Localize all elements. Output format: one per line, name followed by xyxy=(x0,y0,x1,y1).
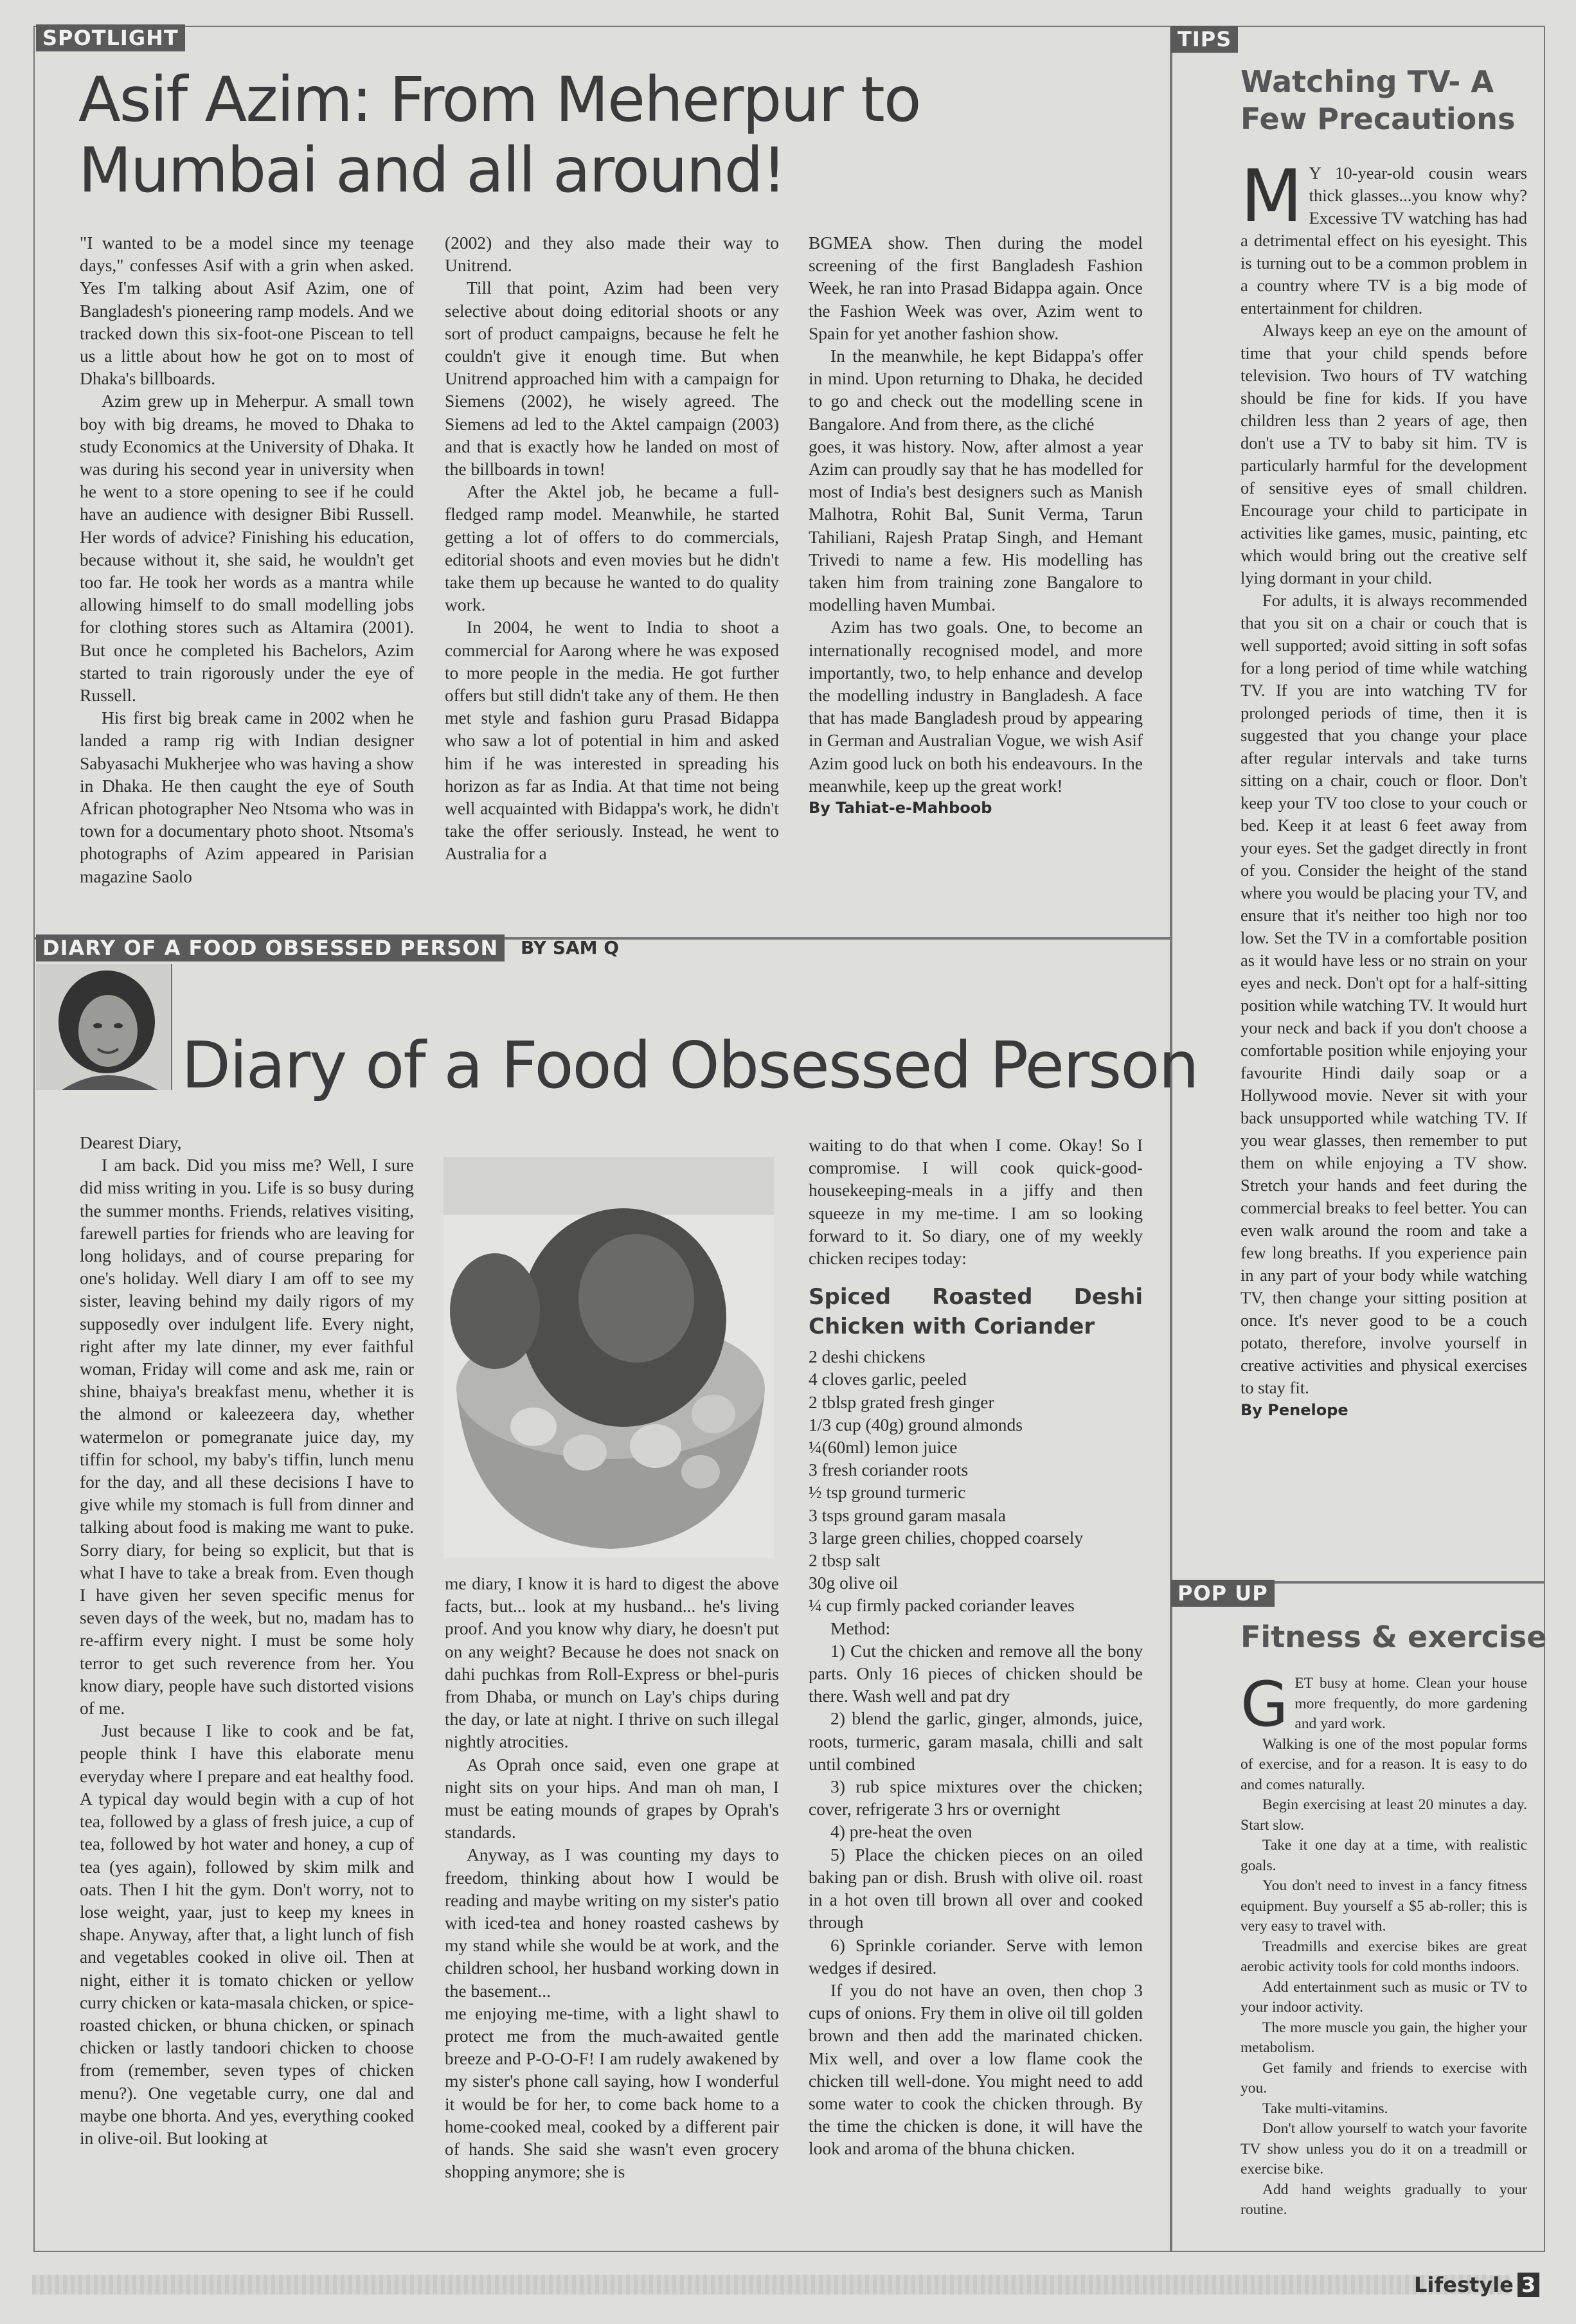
paragraph: Azim grew up in Meherpur. A small town boy with big dreams, he moved to Dhaka to study Economics at the University of Dhaka. It was during his second year in university when he went to a store opening to see if he could have an audience with designer Bibi Russell. Her words of advice? Finishing his education, because without it, she said, he wouldn't get too far. He took her words as a mantra while allowing himself to do small modelling jobs for clothing stores such as Altamira (2001). But once he completed his Bachelors, Azim started to train rigorously under the eye of Russell. xyxy=(80,391,414,706)
paragraph: me enjoying me-time, with a light shawl to protect me from the much-awaited gentle breeze and P-O-O-F! I am rudely awakened by my sister's phone call saying, how I wonderful it would be for her, to come back home to a home-cooked meal, cooked by a different pair of hands. She said she wasn't even grocery shopping anymore; she is xyxy=(445,2003,779,2182)
paragraph: After the Aktel job, he became a full-fledged ramp model. Meanwhile, he started getting a lot of offers to do commercials, editorial shoots and even movies but he didn't take them up because he wanted to do quality work. xyxy=(445,481,779,615)
spotlight-tag: SPOTLIGHT xyxy=(36,24,185,51)
byline: By Tahiat-e-Mahboob xyxy=(809,799,992,818)
paragraph: As Oprah once said, even one grape at night sits on your hips. And man oh man, I must be eating mounds of grapes by Oprah's standards. xyxy=(445,1754,779,1843)
ingredient: ¼(60ml) lemon juice xyxy=(809,1437,958,1458)
spotlight-column-1 xyxy=(80,231,414,888)
ingredient: 4 cloves garlic, peeled xyxy=(809,1369,967,1390)
popup-column xyxy=(1240,1668,1527,2221)
diary-column-3 xyxy=(809,1134,1143,2160)
paragraph: You don't need to invest in a fancy fitness equipment. Buy yourself a $5 ab-roller; this is very easy to travel with. xyxy=(1240,1877,1527,1935)
paragraph: Anyway, as I was counting my days to freedom, thinking about how I would be reading and maybe writing on my sister's patio with iced-tea and honey roasted cashews by my stand while she would be at work, and the children school, her husband working down in the basement... xyxy=(445,1845,779,2001)
popup-title: Fitness & exercise xyxy=(1240,1620,1547,1654)
paragraph: Get family and friends to exercise with you. xyxy=(1240,2059,1527,2096)
paragraph: "I wanted to be a model since my teenage days," confesses Asif with a grin when asked. Yes I'm talking about Asif Azim, one of Bangladesh's pioneering ramp models. And we tracked down this six-foot-one Piscean to tell us a little about how he got on to most of Dhaka's billboards. xyxy=(80,233,414,389)
ingredient: 3 fresh coriander roots xyxy=(809,1460,969,1480)
paragraph: Add entertainment such as music or TV to your indoor activity. xyxy=(1240,1978,1527,2016)
paragraph: Till that point, Azim had been very selective about doing editorial shoots or any sort of product campaigns, because he felt he couldn't give it enough time. But when Unitrend approached him with a campaign for Siemens (2002), he wisely agreed. The Siemens ad led to the Aktel campaign (2003) and that is exactly how he landed on most of the billboards in town! xyxy=(445,278,779,479)
drop-cap: M xyxy=(1240,155,1303,238)
paragraph: Take it one day at a time, with realistic goals. xyxy=(1240,1837,1527,1874)
headline-line-1: Asif Azim: From Meherpur to xyxy=(78,64,920,136)
diary-tag: DIARY OF A FOOD OBSESSED PERSON xyxy=(36,934,505,961)
paragraph: me diary, I know it is hard to digest the above facts, but... look at my husband... he's living proof. And you know why diary, he doesn't put on any weight? Because he does not snack on dahi puchkas from Roll-Express or bhel-puris from Dhaba, or munch on Lay's chips during the day, or late at night. I thrive on such illegal nightly atrocities. xyxy=(445,1573,779,1752)
author-photo xyxy=(36,964,172,1090)
diary-column-2 xyxy=(445,1572,779,2183)
ingredient: 2 tblsp grated fresh ginger xyxy=(809,1391,994,1412)
paragraph: BGMEA show. Then during the model screening of the first Bangladesh Fashion Week, he ran into Prasad Bidappa again. Once the Fashion Week was over, Azim went to Spain for yet another fashion show. xyxy=(809,233,1143,343)
paragraph: The more muscle you gain, the higher your metabolism. xyxy=(1240,2019,1527,2056)
paragraph: Azim has two goals. One, to become an internationally recognised model, and more importantly, two, to help enhance and develop the modelling industry in Bangladesh. A face that has made Bangladesh proud by appearing in German and Australian Vogue, we wish Asif Azim good luck on both his endeavours. In the meanwhile, keep up the great work! xyxy=(809,617,1143,796)
tips-tag: TIPS xyxy=(1171,26,1238,53)
spotlight-column-2 xyxy=(445,231,779,865)
method-step: 1) Cut the chicken and remove all the bony parts. Only 16 pieces of chicken should be there. Wash well and pat dry xyxy=(809,1640,1143,1706)
paragraph: In the meanwhile, he kept Bidappa's offer in mind. Upon returning to Dhaka, he decided to go and check out the modelling scene in Bangalore. And from there, as the cliché xyxy=(809,346,1143,434)
tips-column xyxy=(1240,155,1527,1422)
paragraph: (2002) and they also made their way to Unitrend. xyxy=(445,233,779,276)
method-step: If you do not have an oven, then chop 3 cups of onions. Fry them in olive oil till golden brown and then add the marinated chicken. Mix well, and over a low flame cook the chicken till well-done. You might need to add some water to cook the chicken through. By the time the chicken is done, it will have the look and aroma of the bhuna chicken. xyxy=(809,1980,1143,2159)
method-label: Method: xyxy=(830,1618,891,1638)
spotlight-headline xyxy=(78,64,1139,206)
popup-tag: POP UP xyxy=(1171,1580,1275,1607)
method-step: 5) Place the chicken pieces on an oiled baking pan or dish. Brush with olive oil. roast in a hot oven till brown all over and cooked through xyxy=(809,1844,1143,1933)
page-number: 3 xyxy=(1518,2273,1539,2297)
paragraph: waiting to do that when I come. Okay! So I compromise. I will cook quick-good-housekeeping-meals in a jiffy and then squeeze in my me-time. I am so looking forward to it. So diary, one of my weekly chicken recipes today: xyxy=(809,1135,1143,1269)
roast-chicken-icon xyxy=(443,1157,774,1558)
paragraph: Just because I like to cook and be fat, people think I have this elaborate menu everyday where I prepare and eat healthy food. A typical day would begin with a cup of hot tea, followed by a glass of fresh juice, a cup of tea, followed by hot water and honey, a cup of tea (yes again), followed by skim milk and oats. Then I hit the gym. Don't worry, not to lose weight, yaar, just to keep my knees in shape. Anyway, after that, a light lunch of fish and vegetables cooked in olive oil. Then at night, either it is tomato chicken or yellow curry chicken or kata-masala chicken, or spice-roasted chicken, or bhuna chicken, or spinach chicken or lastly tandoori chicken to choose from (remember, seven types of chicken menu?). One vegetable curry, one dal and maybe one bhorta. And yes, everything cooked in olive-oil. But looking at xyxy=(80,1721,414,2148)
ingredient: 2 tbsp salt xyxy=(809,1550,881,1571)
paragraph: Take multi-vitamins. xyxy=(1262,2100,1388,2117)
paragraph: ET busy at home. Clean your house more frequently, do more gardening and yard work. xyxy=(1294,1675,1527,1732)
method-step: 4) pre-heat the oven xyxy=(830,1821,972,1842)
paragraph: Don't allow yourself to watch your favorite TV show unless you do it on a treadmill or exercise bike. xyxy=(1240,2120,1527,2177)
ingredient: 2 deshi chickens xyxy=(809,1346,926,1367)
page-footer xyxy=(1414,2273,1539,2297)
paragraph: Begin exercising at least 20 minutes a day. Start slow. xyxy=(1240,1796,1527,1834)
drop-cap: G xyxy=(1240,1668,1289,1740)
ingredient: 30g olive oil xyxy=(809,1573,899,1593)
section-name: Lifestyle xyxy=(1414,2273,1514,2297)
ingredient: ½ tsp ground turmeric xyxy=(809,1482,966,1503)
method-step: 2) blend the garlic, ginger, almonds, juice, roots, turmeric, garam masala, chilli and salt until combined xyxy=(809,1708,1143,1774)
paragraph: His first big break came in 2002 when he landed a ramp rig with Indian designer Sabyasachi Mukherjee who was having a show in Dhaka. He then caught the eye of South African photographer Neo Ntsoma who was in town for a documentary photo shoot. Ntsoma's photographs of Azim appeared in Parisian magazine Saolo xyxy=(80,708,414,886)
paragraph: Walking is one of the most popular forms of exercise, and for a reason. It is easy to do and comes naturally. xyxy=(1240,1735,1527,1793)
paragraph: Treadmills and exercise bikes are great aerobic activity tools for cold months indoors. xyxy=(1240,1938,1527,1975)
spotlight-column-3 xyxy=(809,231,1143,819)
tips-title: Watching TV- A Few Precautions xyxy=(1240,64,1516,136)
diary-byline-tag: BY SAM Q xyxy=(521,937,620,958)
paragraph: In 2004, he went to India to shoot a commercial for Aarong where he was exposed to more people in the media. He got further offers but still didn't take any of them. He then met style and fashion guru Prasad Bidappa who saw a lot of potential in him and asked him if he was interested in spreading his horizon as far as India. At that time not being well acquainted with Bidappa's work, he didn't take the offer seriously. Instead, he went to Australia for a xyxy=(445,617,779,864)
ingredient: 3 tsps ground garam masala xyxy=(809,1505,1007,1525)
roast-chicken-photo xyxy=(443,1157,774,1558)
paragraph: I am back. Did you miss me? Well, I sure did miss writing in you. Life is so busy during the summer months. Friends, relatives visiting, farewell parties for friends who are leaving for long holidays, and of course preparing for one's holiday. Well diary I am off to see my sister, leaving behind my daily rigors of my supposedly over indulgent life. Every night, right after my late dinner, my ever faithful woman, Friday will come and ask me, rain or shine, bhaiya's breakfast menu, whether it is the almond or kaleezeera day, whether watermelon or pomegranate juice day, my tiffin for school, my baby's tiffin, lunch menu for the day, and all these decisions I have to give while my stomach is full from dinner and talking about food is making me want to puke. Sorry diary, for being so explicit, but that is what I have to take a break from. Even though I have given her seven specific menus for seven days of the week, but no, madam has to re-affirm every night. I must be some holy terror to get such reverence from her. You know diary, people have such distorted visions of me. xyxy=(80,1155,414,1719)
diary-column-1 xyxy=(80,1131,414,2149)
paragraph: For adults, it is always recommended that you sit on a chair or couch that is well supported; avoid sitting in soft sofas for a long period of time while watching TV. If you are into watching TV for prolonged periods of time, then it is suggested that you change your place after regular intervals and take turns sitting on a chair, couch or floor. Don't keep your TV too close to your couch or bed. Keep it at least 6 feet away from your eyes. Set the gadget directly in front of you. Consider the height of the stand where you would be placing your TV, and ensure that it's neither too high nor too low. Set the TV in a comfortable position as it would have less or no strain on your eyes and neck. Don't opt for a half-sitting position while watching TV. It would hurt your neck and back if you don't choose a comfortable position while enjoying your favourite Hindi daily soap or a Hollywood movie. Never sit with your back unsupported while watching TV. If you wear glasses, then remember to put them on while enjoying a TV show. Stretch your hands and feet during the commercial breaks to feel better. You can even walk around the room and take a few long breaths. If you experience pain in any part of your body while watching TV, then change your sitting position at once. It's never good to be a couch potato, therefore, involve yourself in creative activities and physical exercises to stay fit. xyxy=(1240,591,1527,1397)
author-portrait-icon xyxy=(36,964,171,1090)
paragraph: goes, it was history. Now, after almost a year Azim can proudly say that he has modelled for most of India's best designers such as Manish Malhotra, Rohit Bal, Sunit Verma, Tarun Tahiliani, Rajesh Pratap Singh, and Hemant Trivedi to name a few. His modelling has taken him from training zone Bangalore to modelling haven Mumbai. xyxy=(809,436,1143,615)
method-step: 6) Sprinkle coriander. Serve with lemon wedges if desired. xyxy=(809,1935,1143,1978)
ingredient: 3 large green chilies, chopped coarsely xyxy=(809,1527,1084,1548)
headline-line-2: Mumbai and all around! xyxy=(78,134,785,207)
ingredient: 1/3 cup (40g) ground almonds xyxy=(809,1414,1023,1435)
byline: By Penelope xyxy=(1240,1401,1348,1419)
diary-headline: Diary of a Food Obsessed Person xyxy=(181,1028,1198,1103)
ingredient: ¼ cup firmly packed coriander leaves xyxy=(809,1595,1075,1616)
paragraph: Always keep an eye on the amount of time that your child spends before television. Two hours of TV watching should be fine for kids. If you have children less than 2 years of age, then don't use a TV to baby sit him. TV is particularly harmful for the development of sensitive eyes of small children. Encourage your child to participate in activities like games, music, painting, etc which would bring out the creative self lying dormant in your child. xyxy=(1240,321,1527,587)
recipe-title: Spiced Roasted Deshi Chicken with Coriander xyxy=(809,1284,1143,1340)
paragraph: Y 10-year-old cousin wears thick glasses...you know why? Excessive TV watching has had a detrimental effect on his eyesight. This is turning out to be a common problem in a country where TV is a big mode of entertainment for children. xyxy=(1240,163,1527,317)
paragraph: Add hand weights gradually to your routine. xyxy=(1240,2181,1527,2218)
paragraph: Dearest Diary, xyxy=(80,1132,182,1152)
footer-bar xyxy=(32,2275,1510,2294)
method-step: 3) rub spice mixtures over the chicken; cover, refrigerate 3 hrs or overnight xyxy=(809,1776,1143,1819)
